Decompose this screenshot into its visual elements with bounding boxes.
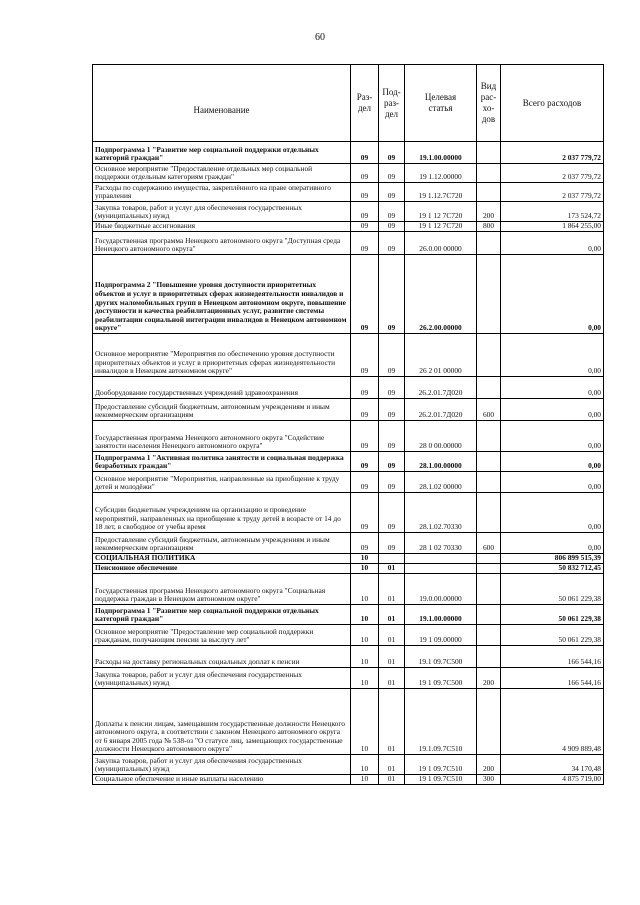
row-total: 0,00 xyxy=(501,421,604,452)
row-expense-type xyxy=(477,452,501,472)
row-target-article xyxy=(405,564,477,574)
row-target-article: 19.1 09.7С500 xyxy=(405,646,477,668)
table-row xyxy=(93,775,604,785)
row-podrazdel: 09 xyxy=(379,493,405,533)
row-total: 50 061 229,38 xyxy=(501,625,604,646)
row-expense-type: 300 xyxy=(477,775,501,785)
row-name: Государственная программа Ненецкого автономного округа "Содействие занятости населения Ненецкого автономного округа" xyxy=(93,421,351,452)
row-expense-type: 600 xyxy=(477,533,501,554)
row-target-article: 26.2.01.7Д020 xyxy=(405,399,477,421)
table-row xyxy=(93,183,604,202)
row-total: 0,00 xyxy=(501,399,604,421)
row-podrazdel: 09 xyxy=(379,334,405,377)
row-total: 0,00 xyxy=(501,533,604,554)
row-razdel: 10 xyxy=(351,668,379,689)
row-target-article: 19 1 09.7С500 xyxy=(405,668,477,689)
row-podrazdel: 09 xyxy=(379,142,405,164)
row-name: Закупка товаров, работ и услуг для обеспечения государственных (муниципальных) нужд xyxy=(93,202,351,222)
row-target-article: 26.2.01.7Д020 xyxy=(405,377,477,399)
row-razdel: 09 xyxy=(351,164,379,183)
row-expense-type xyxy=(477,554,501,564)
row-podrazdel: 09 xyxy=(379,533,405,554)
table-header-row xyxy=(93,65,604,142)
row-total: 50 832 712,45 xyxy=(501,564,604,574)
table-row xyxy=(93,142,604,164)
row-razdel: 09 xyxy=(351,202,379,222)
row-podrazdel: 01 xyxy=(379,775,405,785)
row-target-article: 28 0 00.00000 xyxy=(405,421,477,452)
row-target-article: 28.1.02 00000 xyxy=(405,472,477,493)
row-name: Предоставление субсидий бюджетным, автономным учреждениям и иным некоммерческим организациям xyxy=(93,533,351,554)
row-razdel: 09 xyxy=(351,472,379,493)
row-target-article xyxy=(405,554,477,564)
row-target-article: 26.2.00.00000 xyxy=(405,255,477,334)
row-expense-type: 200 xyxy=(477,202,501,222)
table-row xyxy=(93,493,604,533)
table-row xyxy=(93,554,604,564)
row-total: 806 899 515,39 xyxy=(501,554,604,564)
row-razdel: 09 xyxy=(351,232,379,255)
row-expense-type xyxy=(477,493,501,533)
row-name: Основное мероприятие "Предоставление мер социальной поддержки гражданам, получающим пенсии за выслугу лет" xyxy=(93,625,351,646)
row-expense-type xyxy=(477,689,501,755)
row-total: 1 864 255,00 xyxy=(501,222,604,232)
row-expense-type xyxy=(477,421,501,452)
row-total: 50 061 229,38 xyxy=(501,574,604,605)
row-expense-type xyxy=(477,334,501,377)
row-total: 0,00 xyxy=(501,255,604,334)
row-razdel: 09 xyxy=(351,377,379,399)
row-podrazdel: 09 xyxy=(379,202,405,222)
table-row xyxy=(93,164,604,183)
row-name: Доплаты к пенсии лицам, замещавшим государственные должности Ненецкого автономного округа, в соответствии с законом Ненецкого автономного округа от 6 января 2005 года № 538-оз "О статусе лиц, замещающих государственные должности Ненецкого автономного округа" xyxy=(93,689,351,755)
row-expense-type xyxy=(477,625,501,646)
row-razdel: 10 xyxy=(351,646,379,668)
header-razdel: Раз- дел xyxy=(351,65,379,142)
row-podrazdel: 01 xyxy=(379,689,405,755)
table-row xyxy=(93,377,604,399)
row-podrazdel: 09 xyxy=(379,164,405,183)
page-number: 60 xyxy=(315,32,325,43)
row-target-article: 26 2 01 00000 xyxy=(405,334,477,377)
row-name: Основное мероприятие "Мероприятия по обеспечению уровня доступности приоритетных объектов и услуг в приоритетных сферах жизнедеятельности инвалидов в Ненецком автономном округе" xyxy=(93,334,351,377)
row-total: 173 524,72 xyxy=(501,202,604,222)
table-row xyxy=(93,472,604,493)
row-podrazdel: 01 xyxy=(379,574,405,605)
row-podrazdel: 01 xyxy=(379,668,405,689)
row-podrazdel: 09 xyxy=(379,472,405,493)
row-podrazdel: 09 xyxy=(379,232,405,255)
table-row xyxy=(93,755,604,775)
row-podrazdel: 09 xyxy=(379,255,405,334)
row-name: Основное мероприятие "Мероприятия, направленные на приобщение к труду детей и молодёжи" xyxy=(93,472,351,493)
row-razdel: 09 xyxy=(351,334,379,377)
row-podrazdel: 01 xyxy=(379,625,405,646)
table-row xyxy=(93,564,604,574)
row-target-article: 19 1 09.7С510 xyxy=(405,755,477,775)
budget-table xyxy=(92,64,604,785)
row-name: Подпрограмма 1 "Развитие мер социальной поддержки отдельных категорий граждан" xyxy=(93,142,351,164)
header-expense-type: Вид рас- хо- дов xyxy=(477,65,501,142)
row-expense-type xyxy=(477,574,501,605)
row-name: Подпрограмма 1 "Активная политика занятости и социальная поддержка безработных граждан" xyxy=(93,452,351,472)
table-row xyxy=(93,399,604,421)
row-target-article: 19 1 12 7С720 xyxy=(405,202,477,222)
row-podrazdel: 01 xyxy=(379,564,405,574)
row-name: Иные бюджетные ассигнования xyxy=(93,222,351,232)
row-podrazdel: 09 xyxy=(379,452,405,472)
row-total: 166 544,16 xyxy=(501,646,604,668)
row-podrazdel: 01 xyxy=(379,605,405,625)
row-total: 50 061 229,38 xyxy=(501,605,604,625)
row-podrazdel: 01 xyxy=(379,755,405,775)
row-razdel: 09 xyxy=(351,183,379,202)
table-row xyxy=(93,668,604,689)
row-total: 4 875 719,00 xyxy=(501,775,604,785)
row-expense-type xyxy=(477,255,501,334)
row-expense-type xyxy=(477,564,501,574)
row-total: 0,00 xyxy=(501,493,604,533)
row-total: 0,00 xyxy=(501,452,604,472)
row-razdel: 10 xyxy=(351,625,379,646)
row-podrazdel: 09 xyxy=(379,399,405,421)
row-expense-type xyxy=(477,377,501,399)
row-razdel: 10 xyxy=(351,689,379,755)
row-name: Основное мероприятие "Предоставление отдельных мер социальной поддержки отдельным категориям граждан" xyxy=(93,164,351,183)
row-name: Социальное обеспечение и иные выплаты населению xyxy=(93,775,351,785)
table-row xyxy=(93,574,604,605)
row-name: Расходы на доставку региональных социальных доплат к пенсии xyxy=(93,646,351,668)
row-target-article: 19 1 12 7С720 xyxy=(405,222,477,232)
header-podrazdel: Под- раз- дел xyxy=(379,65,405,142)
row-expense-type xyxy=(477,142,501,164)
table-row xyxy=(93,625,604,646)
row-name: Закупка товаров, работ и услуг для обеспечения государственных (муниципальных) нужд xyxy=(93,755,351,775)
row-expense-type: 600 xyxy=(477,399,501,421)
row-target-article: 19 1.12.00000 xyxy=(405,164,477,183)
row-target-article: 19.0.00.00000 xyxy=(405,574,477,605)
table-row xyxy=(93,202,604,222)
row-podrazdel: 09 xyxy=(379,421,405,452)
row-total: 166 544,16 xyxy=(501,668,604,689)
row-podrazdel: 09 xyxy=(379,183,405,202)
row-name: СОЦИАЛЬНАЯ ПОЛИТИКА xyxy=(93,554,351,564)
row-razdel: 10 xyxy=(351,605,379,625)
row-total: 0,00 xyxy=(501,232,604,255)
row-expense-type: 200 xyxy=(477,755,501,775)
row-podrazdel: 01 xyxy=(379,646,405,668)
row-total: 34 170,48 xyxy=(501,755,604,775)
row-expense-type xyxy=(477,646,501,668)
row-razdel: 09 xyxy=(351,493,379,533)
row-target-article: 19 1 09.00000 xyxy=(405,625,477,646)
row-target-article: 19.1.00.00000 xyxy=(405,142,477,164)
row-podrazdel: 09 xyxy=(379,222,405,232)
row-expense-type: 200 xyxy=(477,668,501,689)
row-razdel: 09 xyxy=(351,452,379,472)
row-target-article: 19.1.00.00000 xyxy=(405,605,477,625)
row-name: Субсидии бюджетным учреждениям на организацию и проведение мероприятий, направленных на приобщение к труду детей в возрасте от 14 до 18 лет, в свободное от учебы время xyxy=(93,493,351,533)
row-name: Государственная программа Ненецкого автономного округа "Социальная поддержка граждан в Ненецком автономном округе" xyxy=(93,574,351,605)
row-razdel: 09 xyxy=(351,399,379,421)
row-target-article: 19 1.12.7С720 xyxy=(405,183,477,202)
row-name: Закупка товаров, работ и услуг для обеспечения государственных (муниципальных) нужд xyxy=(93,668,351,689)
table-row xyxy=(93,533,604,554)
row-name: Пенсионное обеспечение xyxy=(93,564,351,574)
row-name: Подпрограмма 2 "Повышение уровня доступности приоритетных объектов и услуг в приоритетных сферах жизнедеятельности инвалидов и других маломобильных групп в Ненецком автономном округе, повышение доступности и качества реабилитационных услуг, развитие системы реабилитации социальной интеграции инвалидов в Ненецком автономном округе" xyxy=(93,255,351,334)
header-name: Наименование xyxy=(93,65,351,142)
row-name: Расходы по содержанию имущества, закреплённого на праве оперативного управления xyxy=(93,183,351,202)
table-row xyxy=(93,605,604,625)
table-row xyxy=(93,334,604,377)
row-podrazdel xyxy=(379,554,405,564)
row-razdel: 09 xyxy=(351,142,379,164)
row-razdel: 09 xyxy=(351,222,379,232)
table-body xyxy=(93,142,604,785)
table-row xyxy=(93,452,604,472)
row-expense-type: 800 xyxy=(477,222,501,232)
row-total: 0,00 xyxy=(501,334,604,377)
row-razdel: 09 xyxy=(351,255,379,334)
row-expense-type xyxy=(477,164,501,183)
row-target-article: 19.1.09.7С510 xyxy=(405,689,477,755)
header-target-article: Целевая статья xyxy=(405,65,477,142)
row-name: Дооборудование государственных учреждений здравоохранения xyxy=(93,377,351,399)
row-target-article: 26.0.00 00000 xyxy=(405,232,477,255)
row-target-article: 28.1.00.00000 xyxy=(405,452,477,472)
row-total: 2 037 779,72 xyxy=(501,183,604,202)
row-expense-type xyxy=(477,605,501,625)
row-razdel: 10 xyxy=(351,775,379,785)
table-row xyxy=(93,421,604,452)
table-row xyxy=(93,255,604,334)
row-razdel: 10 xyxy=(351,564,379,574)
row-total: 2 037 779,72 xyxy=(501,164,604,183)
header-total-expenses: Всего расходов xyxy=(501,65,604,142)
row-podrazdel: 09 xyxy=(379,377,405,399)
row-name: Предоставление субсидий бюджетным, автономным учреждениям и иным некоммерческим организациям xyxy=(93,399,351,421)
table-row xyxy=(93,222,604,232)
row-target-article: 19 1 09.7С510 xyxy=(405,775,477,785)
table-row xyxy=(93,232,604,255)
table-row xyxy=(93,646,604,668)
row-expense-type xyxy=(477,183,501,202)
row-razdel: 10 xyxy=(351,755,379,775)
row-razdel: 09 xyxy=(351,533,379,554)
row-razdel: 10 xyxy=(351,574,379,605)
table-row xyxy=(93,689,604,755)
row-target-article: 28.1.02.70330 xyxy=(405,493,477,533)
row-target-article: 28 1 02 70330 xyxy=(405,533,477,554)
row-expense-type xyxy=(477,472,501,493)
row-total: 0,00 xyxy=(501,377,604,399)
row-total: 0,00 xyxy=(501,472,604,493)
row-expense-type xyxy=(477,232,501,255)
row-total: 2 037 779,72 xyxy=(501,142,604,164)
row-razdel: 10 xyxy=(351,554,379,564)
row-razdel: 09 xyxy=(351,421,379,452)
row-name: Подпрограмма 1 "Развитие мер социальной поддержки отдельных категорий граждан" xyxy=(93,605,351,625)
row-name: Государственная программа Ненецкого автономного округа "Доступная среда Ненецкого автономного округа" xyxy=(93,232,351,255)
row-total: 4 909 889,48 xyxy=(501,689,604,755)
